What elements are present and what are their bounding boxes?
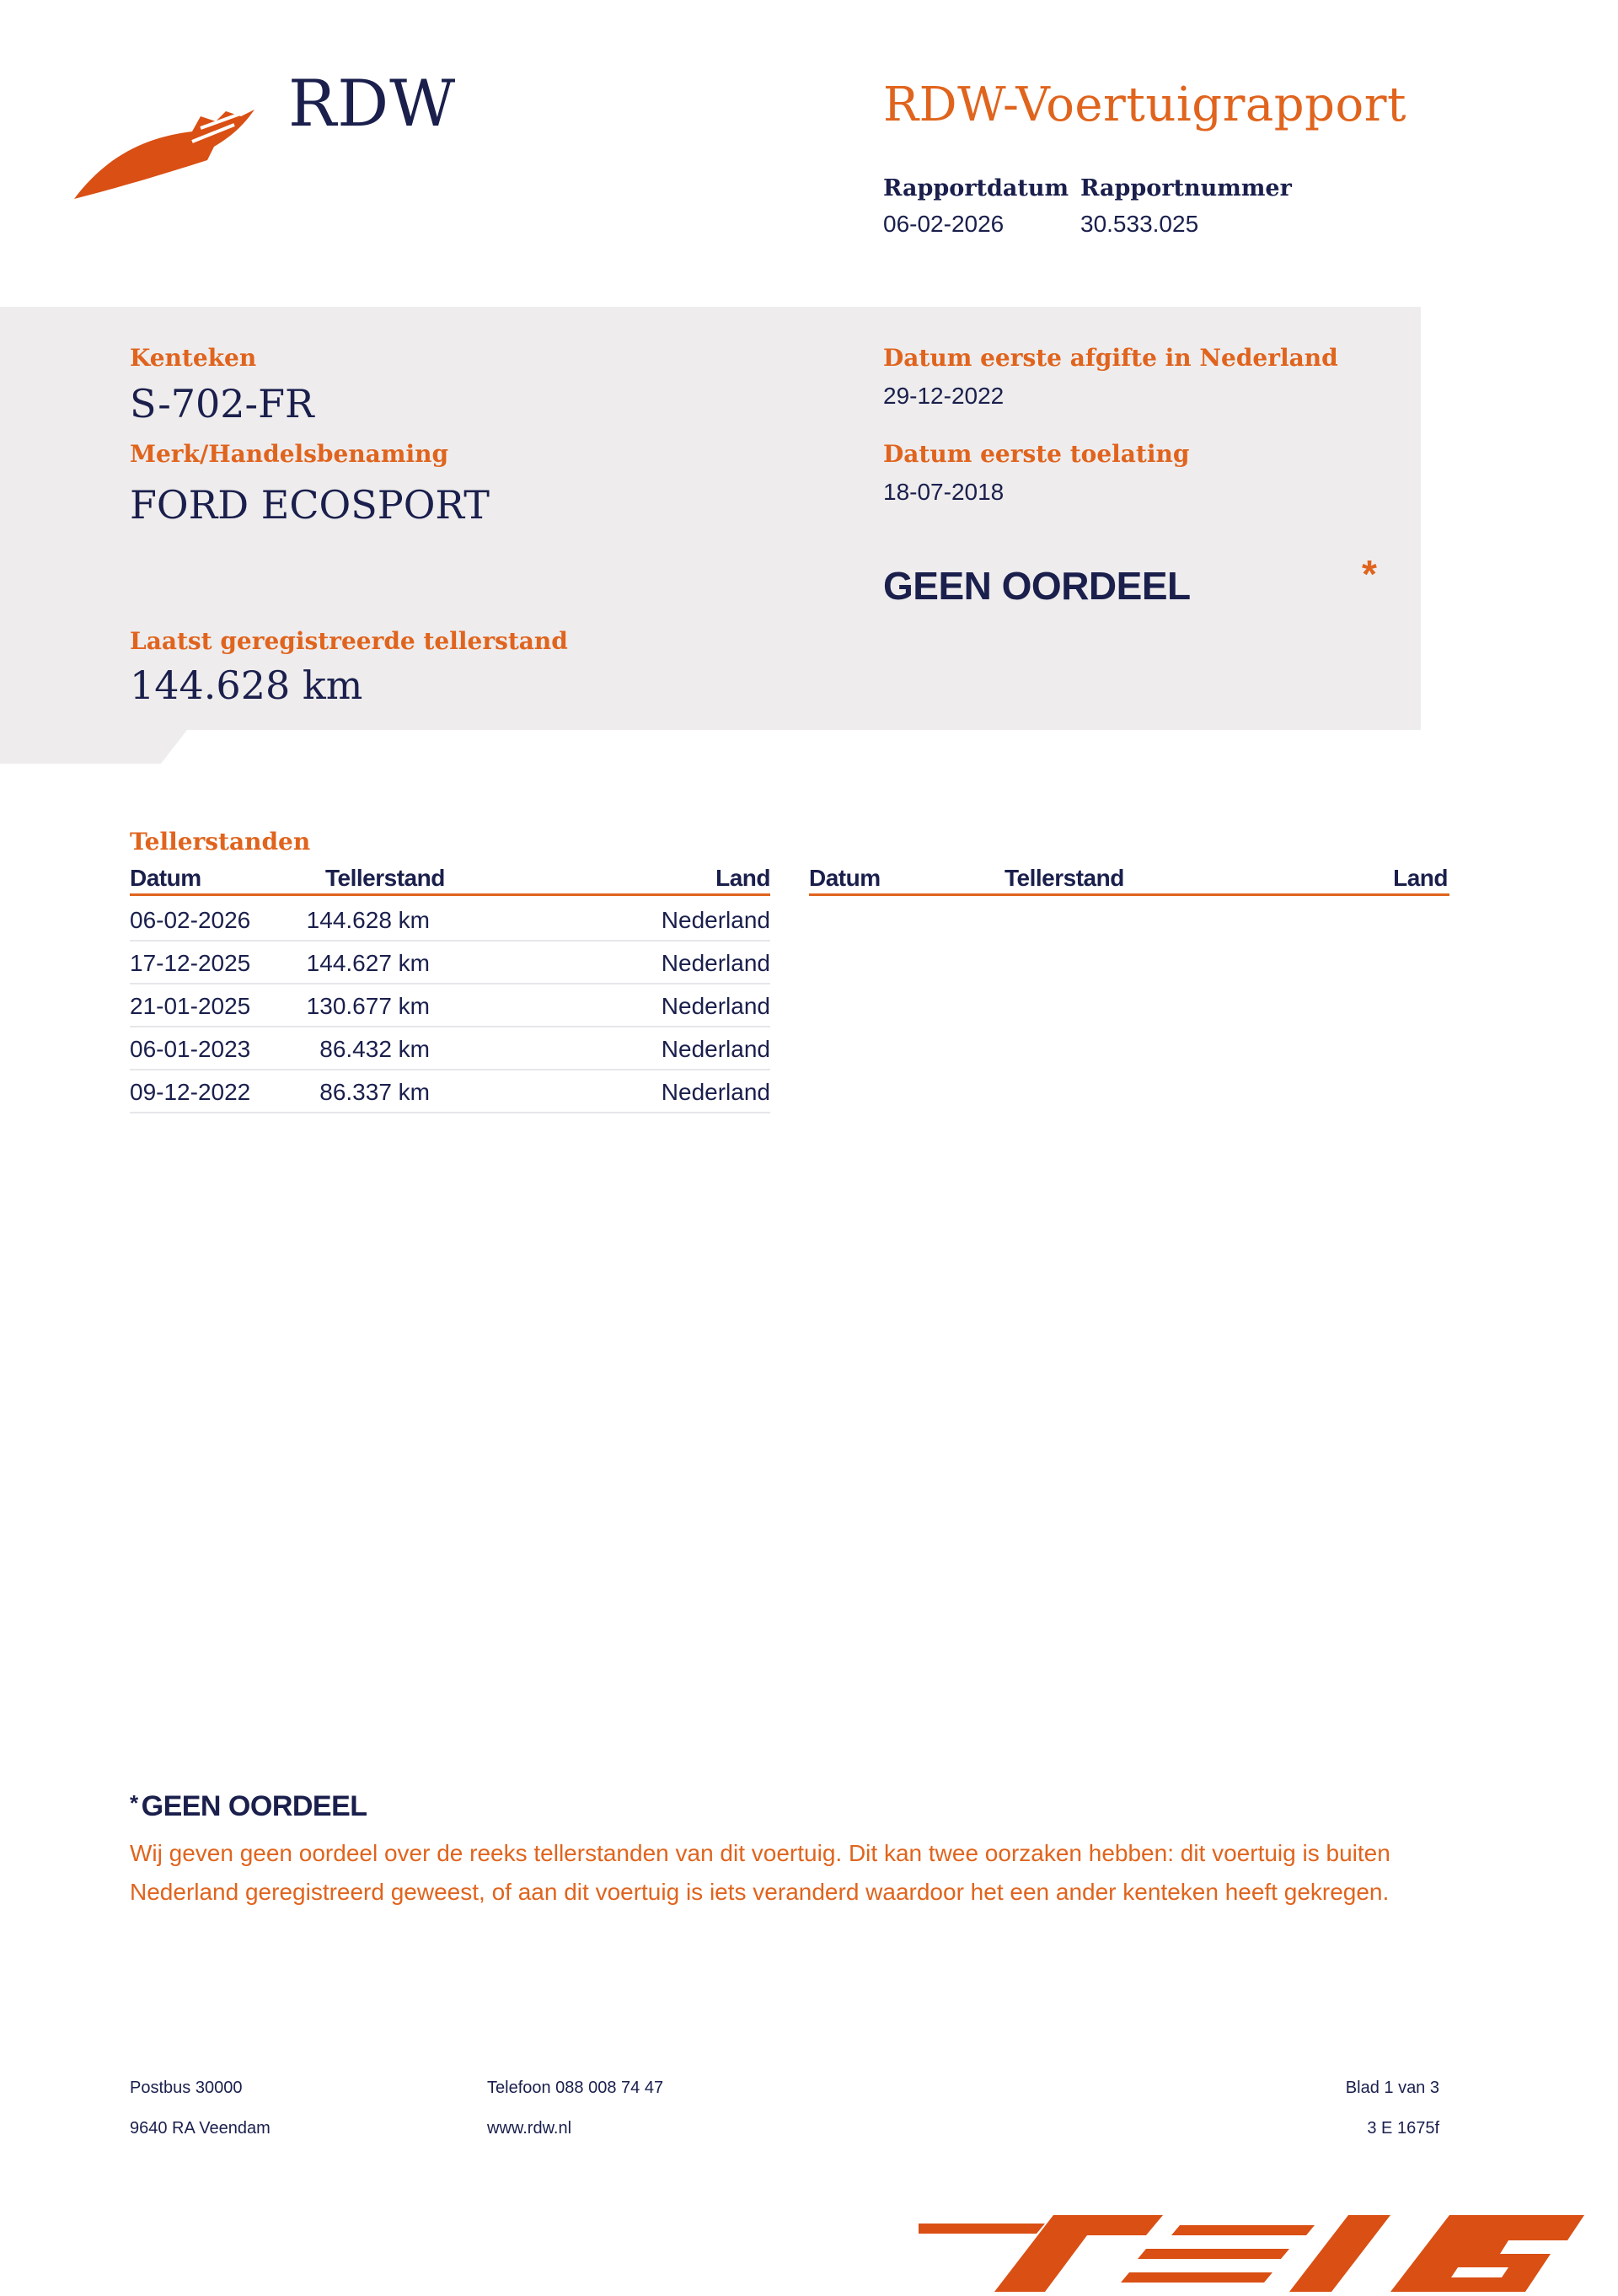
kenteken-value: S-702-FR [130, 381, 314, 426]
rapportdatum-label: Rapportdatum [883, 175, 1069, 201]
tellerstand-value: 144.628 km [130, 663, 363, 708]
footer-website[interactable]: www.rdw.nl [487, 2119, 572, 2138]
tellerstanden-title: Tellerstanden [130, 828, 311, 856]
table-row [130, 1026, 770, 1070]
cell-tellerstand: 86.432 km [319, 1036, 430, 1062]
footer-page-number: Blad 1 van 3 [1345, 2079, 1439, 2097]
kenteken-label: Kenteken [130, 344, 257, 372]
cell-land: Nederland [661, 950, 770, 976]
cell-datum: 06-01-2023 [130, 1036, 251, 1062]
rapportdatum-value: 06-02-2026 [883, 211, 1005, 237]
cell-tellerstand: 144.628 km [306, 907, 430, 933]
verdict-asterisk: * [1362, 552, 1377, 596]
cell-land: Nederland [661, 1079, 770, 1105]
rapportnummer-label: Rapportnummer [1080, 175, 1292, 201]
cell-tellerstand: 144.627 km [306, 950, 430, 976]
cell-datum: 09-12-2022 [130, 1079, 251, 1105]
cell-datum: 17-12-2025 [130, 950, 251, 976]
footer-code: 3 E 1675f [1367, 2119, 1439, 2138]
rapportnummer-value: 30.533.025 [1080, 211, 1199, 237]
report-title: RDW-Voertuigrapport [883, 78, 1406, 132]
footer-address-2: 9640 RA Veendam [130, 2119, 271, 2138]
cell-datum: 21-01-2025 [130, 993, 251, 1019]
afgifte-value: 29-12-2022 [883, 383, 1005, 409]
table-row [130, 940, 770, 984]
col-header-datum-2: Datum [809, 865, 881, 891]
footnote-asterisk: * [130, 1790, 138, 1816]
col-header-tellerstand: Tellerstand [325, 865, 445, 891]
table-row [130, 1069, 770, 1113]
merk-value: FORD ECOSPORT [130, 482, 490, 528]
rdw-logo-icon [74, 103, 268, 204]
cell-datum: 06-02-2026 [130, 907, 251, 933]
rdw-stripes-graphic [919, 2207, 1618, 2292]
col-header-tellerstand-2: Tellerstand [1005, 865, 1124, 891]
table-row [130, 897, 770, 941]
cell-tellerstand: 86.337 km [319, 1079, 430, 1105]
footer-phone: Telefoon 088 008 74 47 [487, 2079, 664, 2097]
table-header-rule [130, 893, 770, 896]
cell-tellerstand: 130.677 km [306, 993, 430, 1019]
cell-land: Nederland [661, 1036, 770, 1062]
tellerstand-label: Laatst geregistreerde tellerstand [130, 627, 568, 655]
cell-land: Nederland [661, 993, 770, 1019]
verdict-text: GEEN OORDEEL [883, 564, 1191, 608]
toelating-label: Datum eerste toelating [883, 440, 1190, 468]
panel-notch [0, 730, 187, 764]
col-header-land-2: Land [1393, 865, 1448, 891]
logo-text: RDW [288, 66, 457, 141]
toelating-value: 18-07-2018 [883, 479, 1005, 505]
col-header-datum: Datum [130, 865, 201, 891]
cell-land: Nederland [661, 907, 770, 933]
afgifte-label: Datum eerste afgifte in Nederland [883, 344, 1338, 372]
col-header-land: Land [715, 865, 770, 891]
footnote-title [130, 1790, 367, 1823]
table-header-rule-2 [809, 893, 1449, 896]
footer-address-1: Postbus 30000 [130, 2079, 243, 2097]
table-row [130, 983, 770, 1027]
footnote-title-text: GEEN OORDEEL [141, 1790, 367, 1822]
footnote-text: Wij geven geen oordeel over de reeks tellerstanden van dit voertuig. Dit kan twee oorzaken hebben: dit voertuig is buiten Nederland geregistreerd geweest, of aan dit voertuig is iets veranderd waardoor het een ander kenteken heeft gekregen. [130, 1840, 1390, 1905]
merk-label: Merk/Handelsbenaming [130, 440, 449, 468]
